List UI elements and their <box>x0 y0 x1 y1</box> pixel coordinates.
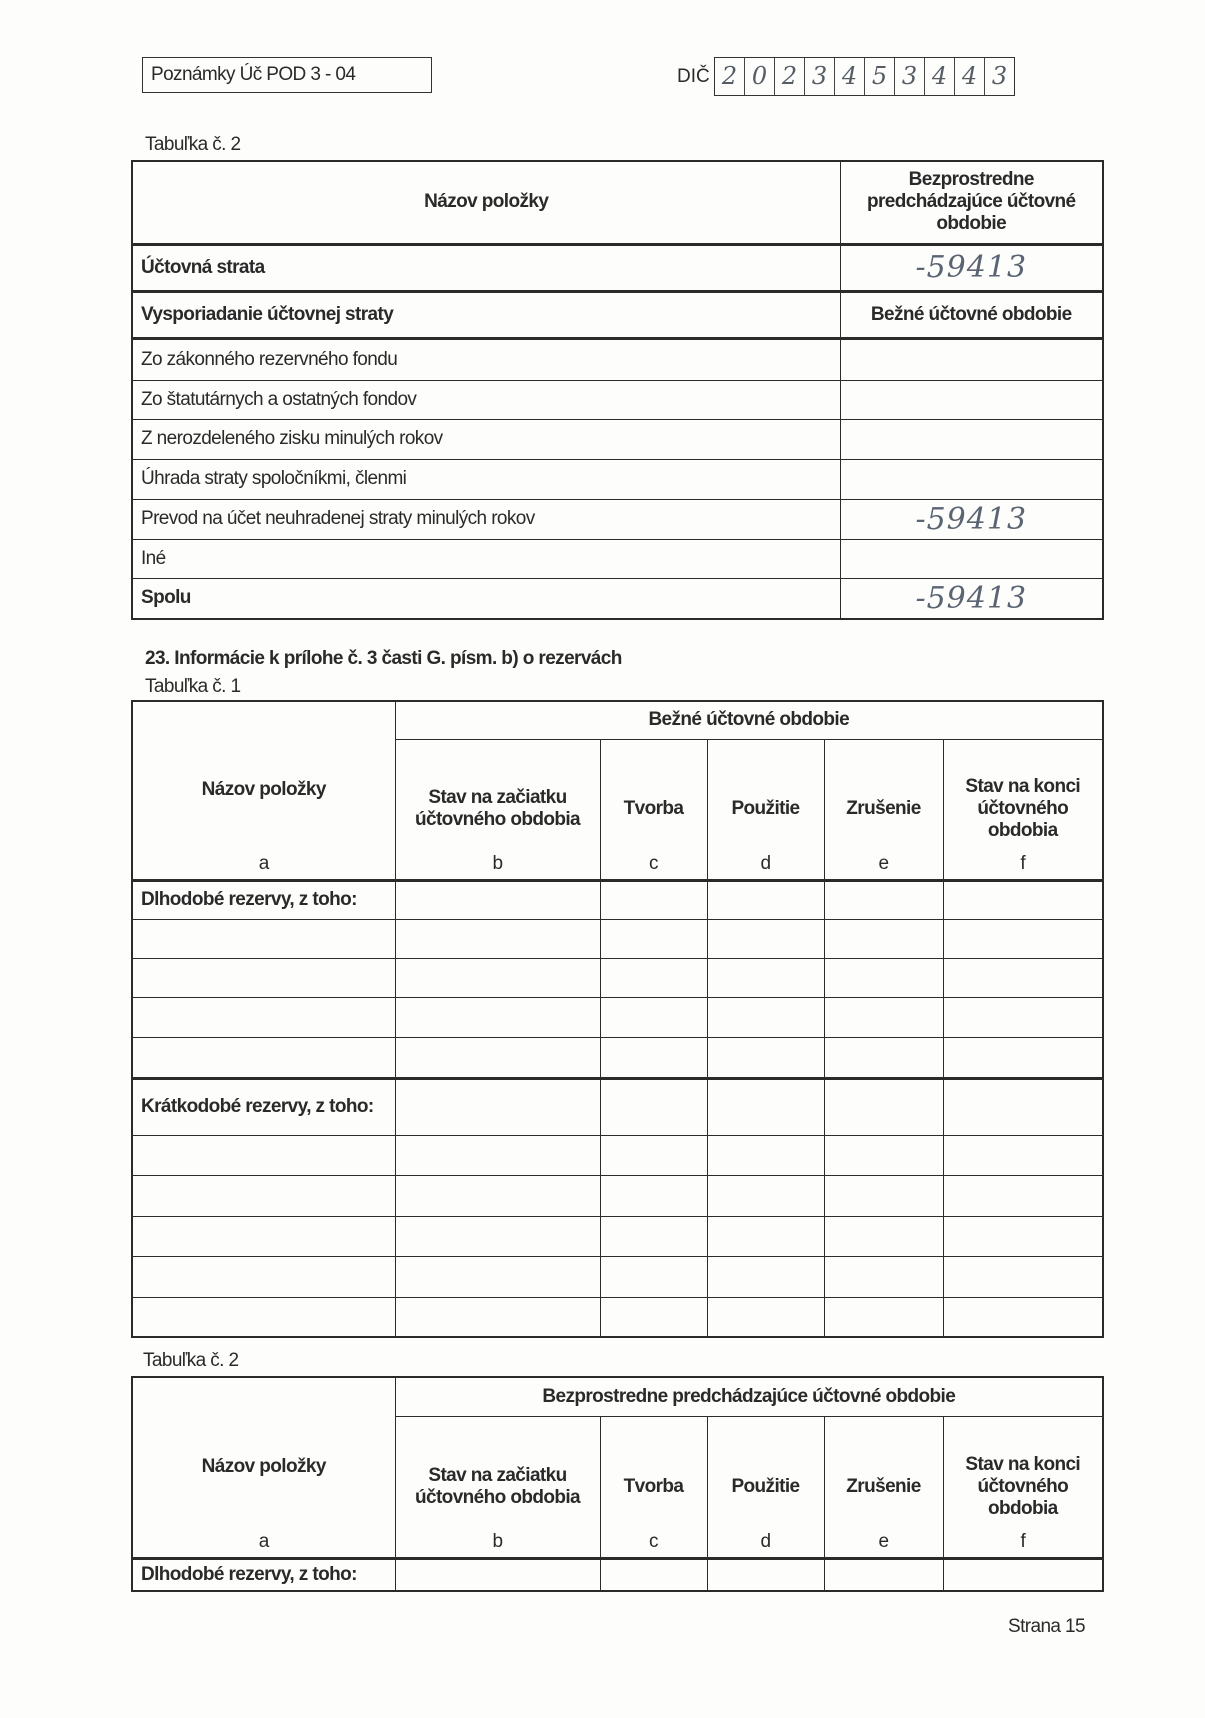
col-letter: f <box>1020 852 1026 874</box>
cell[interactable] <box>707 1078 824 1135</box>
cell[interactable] <box>824 1297 943 1337</box>
blank-row <box>132 1135 1103 1175</box>
col-letter: e <box>878 852 889 874</box>
cell[interactable] <box>132 958 395 997</box>
col-letter: d <box>760 852 771 874</box>
total-label: Spolu <box>132 578 840 619</box>
cell[interactable] <box>824 997 943 1037</box>
cell[interactable] <box>395 1216 600 1256</box>
row-label: Zo zákonného rezervného fondu <box>132 338 840 380</box>
col-f-header <box>943 739 1103 880</box>
period-header: Bezprostredne predchádzajúce účtovné obdobie <box>395 1377 1103 1416</box>
settlement-label: Vysporiadanie účtovnej straty <box>132 291 840 338</box>
cell[interactable] <box>600 1078 707 1135</box>
cell[interactable] <box>132 1175 395 1216</box>
row-value[interactable] <box>840 338 1103 380</box>
cell[interactable] <box>600 958 707 997</box>
cell[interactable] <box>943 1558 1103 1591</box>
cell[interactable] <box>943 880 1103 919</box>
dic-digit: 3 <box>805 58 835 95</box>
cell[interactable] <box>824 1037 943 1078</box>
blank-row <box>132 1256 1103 1297</box>
row-label: Prevod na účet neuhradenej straty minulých rokov <box>132 499 840 539</box>
row-value[interactable] <box>840 419 1103 459</box>
cell[interactable] <box>600 1175 707 1216</box>
cell[interactable] <box>943 1037 1103 1078</box>
col-label: Tvorba <box>623 1475 684 1497</box>
cell[interactable] <box>707 1135 824 1175</box>
loss-table-caption: Tabuľka č. 2 <box>145 134 241 155</box>
col-label: Stav na začiatku účtovného obdobia <box>414 1464 580 1508</box>
cell[interactable] <box>395 958 600 997</box>
cell[interactable] <box>824 880 943 919</box>
cell[interactable] <box>395 880 600 919</box>
dic-digit: 4 <box>925 58 955 95</box>
col-letter: a <box>258 1530 269 1552</box>
col-d-header <box>707 1416 824 1558</box>
cell[interactable] <box>707 1175 824 1216</box>
col-label: Názov položky <box>201 1456 326 1478</box>
row-label: Zo štatutárnych a ostatných fondov <box>132 380 840 419</box>
row-value[interactable] <box>840 459 1103 499</box>
col-label: Stav na konci účtovného obdobia <box>965 776 1081 841</box>
cell[interactable] <box>824 919 943 958</box>
col-name-header: Názov položky <box>132 161 840 244</box>
row-value[interactable] <box>840 539 1103 578</box>
loss-settlement-table <box>131 160 1104 620</box>
col-letter: c <box>649 1530 658 1552</box>
loss-label: Účtovná strata <box>132 244 840 291</box>
cell[interactable] <box>943 958 1103 997</box>
cell[interactable] <box>395 1037 600 1078</box>
cell[interactable] <box>600 1037 707 1078</box>
dic-label: DIČ <box>677 66 710 87</box>
cell[interactable] <box>707 1256 824 1297</box>
cell[interactable] <box>600 1297 707 1337</box>
cell[interactable] <box>132 1037 395 1078</box>
cell[interactable] <box>824 1216 943 1256</box>
cell[interactable] <box>395 1297 600 1337</box>
cell[interactable] <box>132 919 395 958</box>
col-label: Zrušenie <box>846 1475 921 1497</box>
cell[interactable] <box>943 997 1103 1037</box>
cell[interactable] <box>824 1078 943 1135</box>
col-letter: b <box>492 1530 503 1552</box>
col-a-header <box>132 1377 395 1558</box>
long-term-label: Dlhodobé rezervy, z toho: <box>132 880 395 919</box>
cell[interactable] <box>824 1256 943 1297</box>
cell[interactable] <box>707 1216 824 1256</box>
col-letter: e <box>878 1530 889 1552</box>
period-header: Bežné účtovné obdobie <box>395 701 1103 739</box>
blank-row <box>132 1175 1103 1216</box>
cell[interactable] <box>600 997 707 1037</box>
col-label: Stav na začiatku účtovného obdobia <box>414 787 580 830</box>
loss-value[interactable]: -59413 <box>840 244 1103 291</box>
cell[interactable] <box>707 919 824 958</box>
cell[interactable] <box>824 958 943 997</box>
blank-row <box>132 1216 1103 1256</box>
col-label: Tvorba <box>623 798 684 819</box>
col-e-header <box>824 1416 943 1558</box>
cell[interactable] <box>132 1135 395 1175</box>
blank-row <box>132 958 1103 997</box>
cell[interactable] <box>132 997 395 1037</box>
cell[interactable] <box>600 1558 707 1591</box>
col-letter: d <box>760 1530 771 1552</box>
dic-digit: 5 <box>865 58 895 95</box>
short-term-row <box>132 1078 1103 1135</box>
section-23-title: 23. Informácie k prílohe č. 3 časti G. písm. b) o rezervách <box>145 648 622 669</box>
cell[interactable] <box>824 1558 943 1591</box>
col-label: Názov položky <box>201 779 326 801</box>
dic-field[interactable] <box>714 57 1015 96</box>
col-f-header <box>943 1416 1103 1558</box>
row-label: Z nerozdeleného zisku minulých rokov <box>132 419 840 459</box>
dic-digit: 2 <box>715 58 745 95</box>
cell[interactable] <box>707 1297 824 1337</box>
cell[interactable] <box>395 1558 600 1591</box>
reserves-prev-caption: Tabuľka č. 2 <box>143 1350 239 1371</box>
col-e-header <box>824 739 943 880</box>
col-letter: c <box>649 852 658 874</box>
form-code-box <box>142 57 432 93</box>
cell[interactable] <box>600 1256 707 1297</box>
col-label: Použitie <box>731 798 800 819</box>
cell[interactable] <box>707 1558 824 1591</box>
cell[interactable] <box>943 1175 1103 1216</box>
reserves-prev-table <box>131 1376 1104 1592</box>
col-label: Zrušenie <box>846 798 921 819</box>
cell[interactable] <box>395 997 600 1037</box>
cell[interactable] <box>707 997 824 1037</box>
cell[interactable] <box>707 880 824 919</box>
col-prev-header: Bezprostredne predchádzajúce účtovné obdobie <box>840 161 1103 244</box>
total-value[interactable]: -59413 <box>840 578 1103 619</box>
form-code: Poznámky Úč POD 3 - 04 <box>151 64 356 85</box>
cell[interactable] <box>943 1256 1103 1297</box>
cell[interactable] <box>943 1135 1103 1175</box>
cell[interactable] <box>707 1037 824 1078</box>
long-term-label: Dlhodobé rezervy, z toho: <box>132 1558 395 1591</box>
cell[interactable] <box>132 1256 395 1297</box>
col-b-header <box>395 1416 600 1558</box>
col-b-header <box>395 739 600 880</box>
reserves-table-caption: Tabuľka č. 1 <box>145 676 241 697</box>
col-label: Použitie <box>731 1475 800 1497</box>
blank-row <box>132 997 1103 1037</box>
dic-digit: 2 <box>775 58 805 95</box>
col-c-header <box>600 739 707 880</box>
cell[interactable] <box>395 919 600 958</box>
col-letter: a <box>258 852 269 874</box>
row-value[interactable]: -59413 <box>840 499 1103 539</box>
col-a-header <box>132 701 395 880</box>
col-d-header <box>707 739 824 880</box>
dic-digit: 0 <box>745 58 775 95</box>
row-value[interactable] <box>840 380 1103 419</box>
cell[interactable] <box>600 1216 707 1256</box>
short-term-label: Krátkodobé rezervy, z toho: <box>132 1078 395 1135</box>
blank-row <box>132 919 1103 958</box>
cell[interactable] <box>943 1078 1103 1135</box>
page-number: Strana 15 <box>1008 1616 1085 1637</box>
cell[interactable] <box>824 1175 943 1216</box>
cell[interactable] <box>600 880 707 919</box>
long-term-row <box>132 880 1103 919</box>
dic-digit: 4 <box>835 58 865 95</box>
cell[interactable] <box>395 1135 600 1175</box>
cell[interactable] <box>943 1216 1103 1256</box>
col-c-header <box>600 1416 707 1558</box>
blank-row <box>132 1297 1103 1337</box>
row-label: Iné <box>132 539 840 578</box>
col-letter: b <box>492 852 503 874</box>
col-letter: f <box>1020 1530 1026 1552</box>
cell[interactable] <box>600 919 707 958</box>
cell[interactable] <box>132 1216 395 1256</box>
col-label: Stav na konci účtovného obdobia <box>965 1453 1081 1519</box>
reserves-current-table <box>131 700 1104 1338</box>
cell[interactable] <box>132 1297 395 1337</box>
cell[interactable] <box>395 1175 600 1216</box>
cell[interactable] <box>395 1256 600 1297</box>
col-current-header: Bežné účtovné obdobie <box>840 291 1103 338</box>
dic-digit: 3 <box>895 58 925 95</box>
long-term-row <box>132 1558 1103 1591</box>
cell[interactable] <box>943 919 1103 958</box>
row-label: Úhrada straty spoločníkmi, členmi <box>132 459 840 499</box>
dic-digit: 4 <box>955 58 985 95</box>
cell[interactable] <box>824 1135 943 1175</box>
dic-digit: 3 <box>991 62 1008 90</box>
cell[interactable] <box>395 1078 600 1135</box>
cell[interactable] <box>600 1135 707 1175</box>
blank-row <box>132 1037 1103 1078</box>
cell[interactable] <box>943 1297 1103 1337</box>
cell[interactable] <box>707 958 824 997</box>
